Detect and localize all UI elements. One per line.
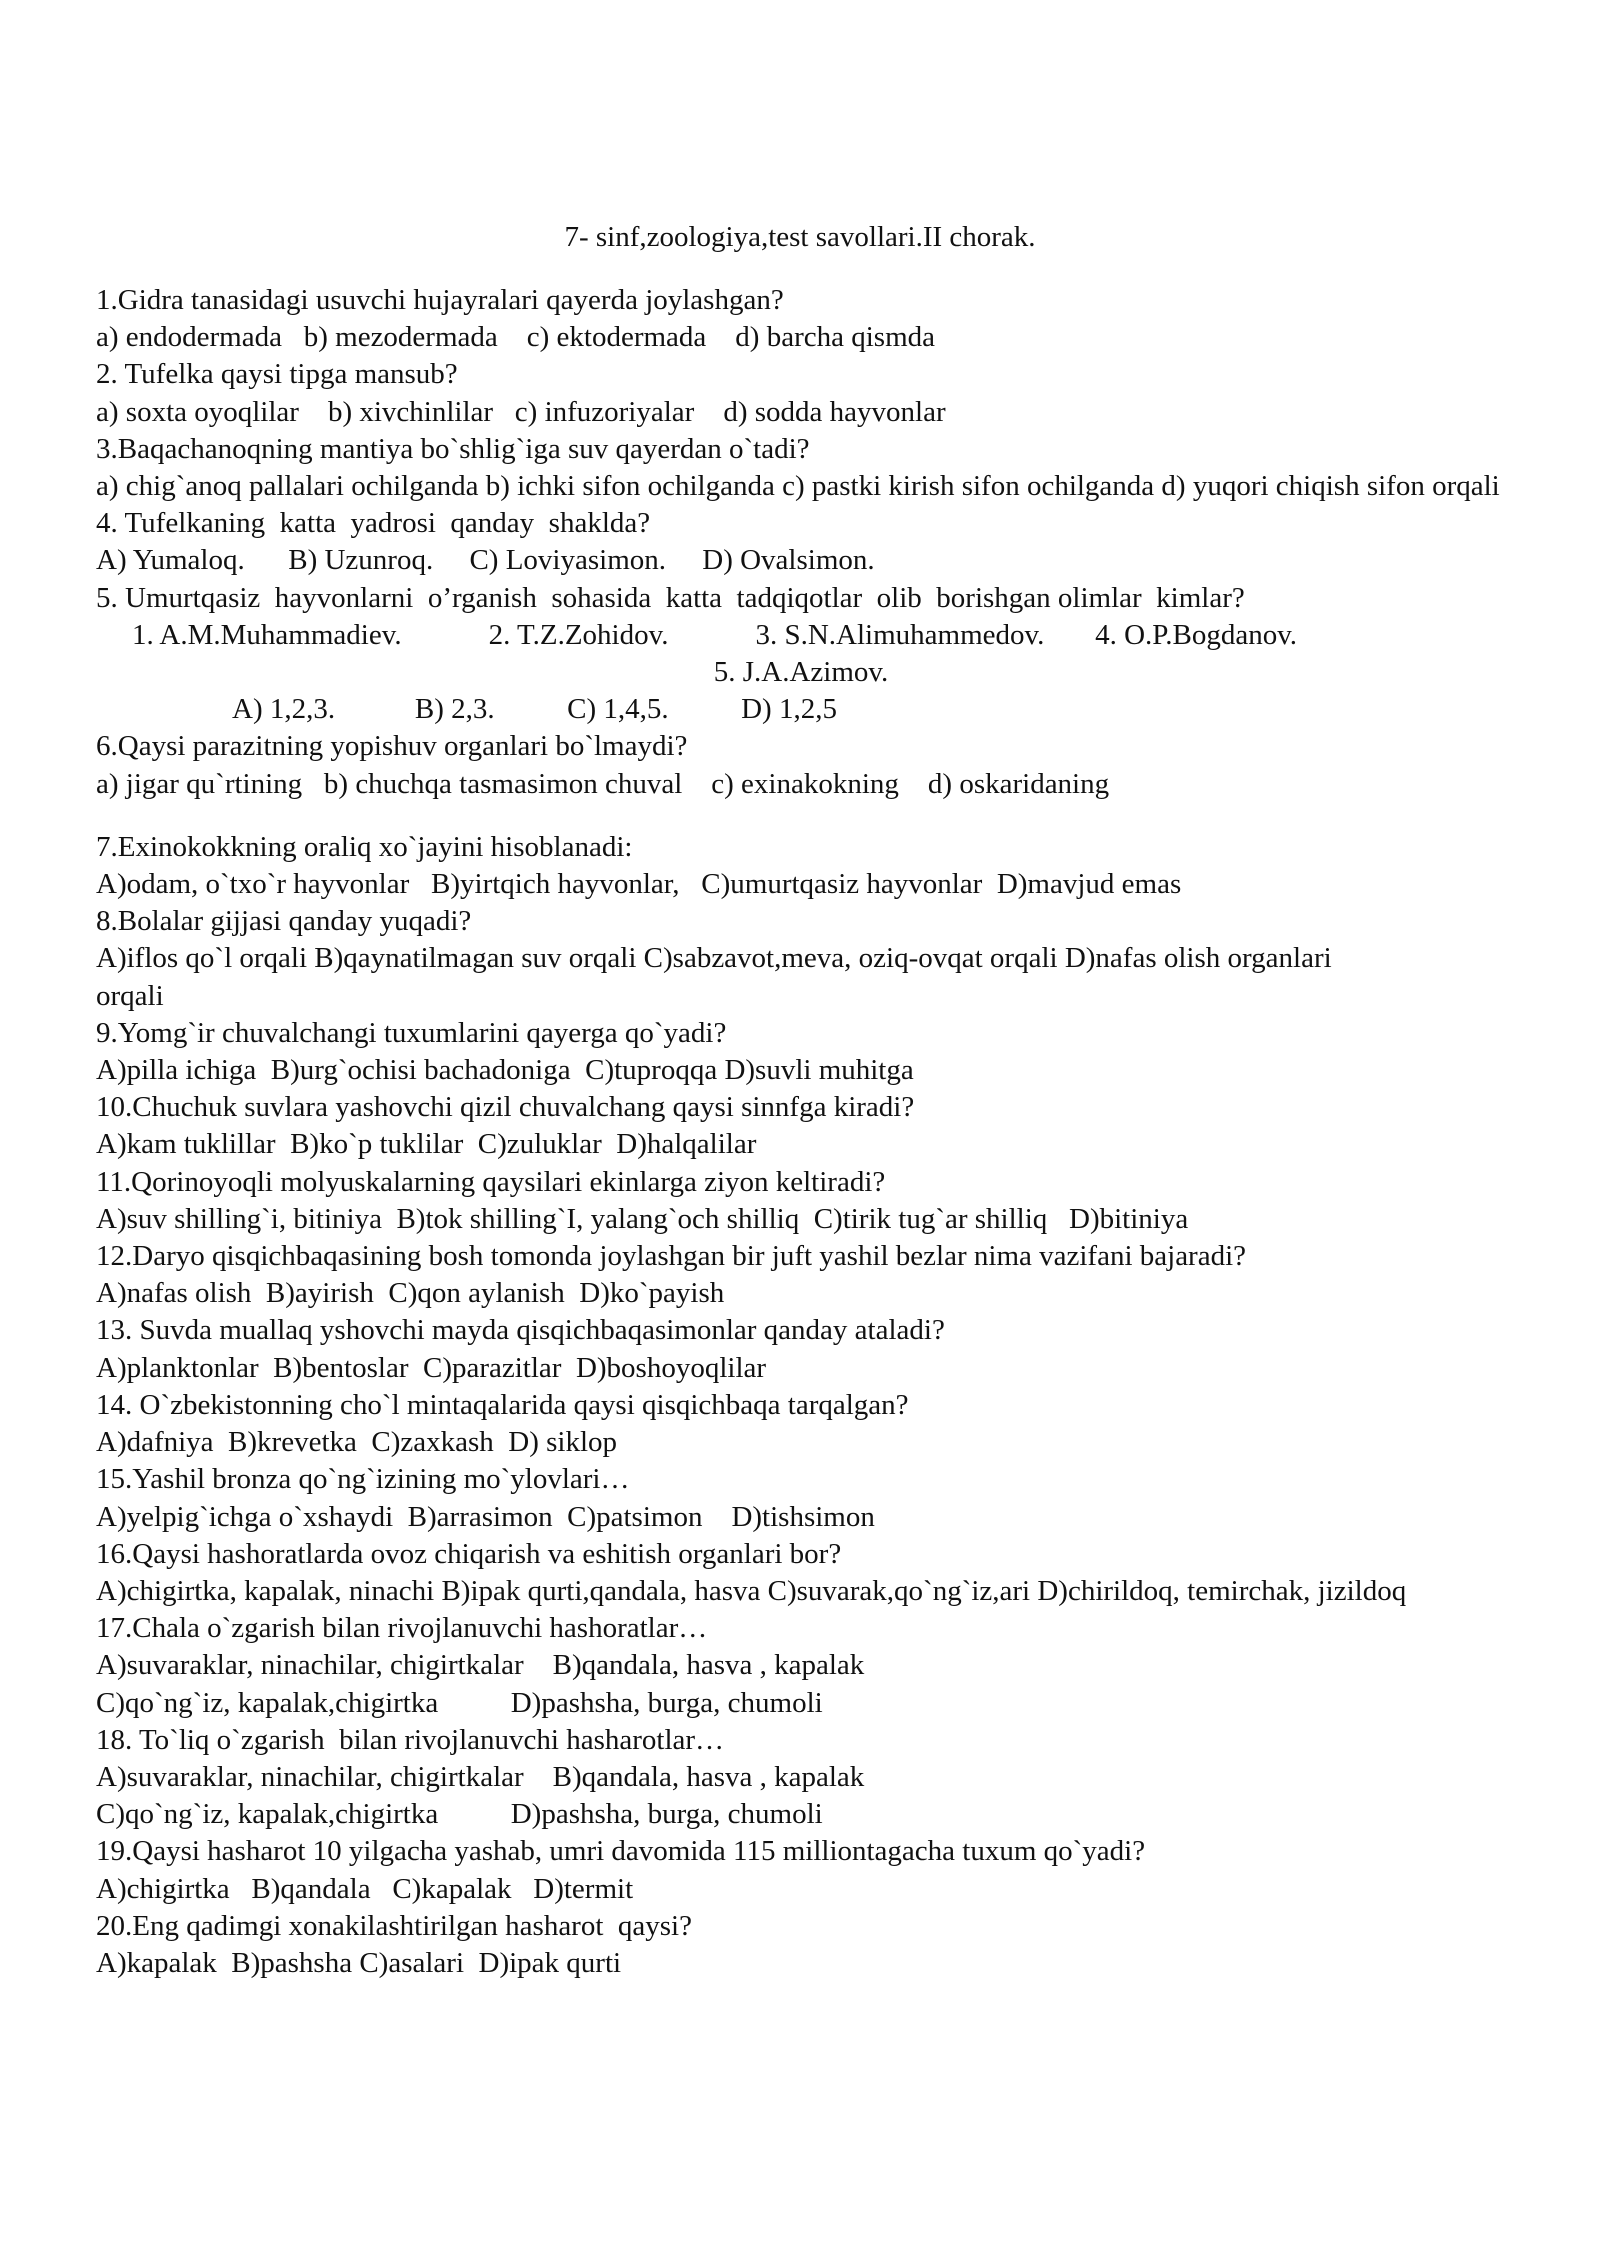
question-20: 20.Eng qadimgi xonakilashtirilgan hasharot qaysi? xyxy=(96,1909,692,1942)
question-17-options-2: C)qo`ng`iz, kapalak,chigirtka D)pashsha, burga, chumoli xyxy=(96,1686,823,1719)
question-16-options: A)chigirtka, kapalak, ninachi B)ipak qurti,qandala, hasva C)suvarak,qo`ng`iz,ari D)chirildoq, temirchak, jizildoq xyxy=(96,1574,1407,1607)
question-4: 4. Tufelkaning katta yadrosi qanday shaklda? xyxy=(96,507,651,540)
question-17: 17.Chala o`zgarish bilan rivojlanuvchi hashoratlar… xyxy=(96,1612,708,1645)
question-13: 13. Suvda muallaq yshovchi mayda qisqichbaqasimonlar qanday ataladi? xyxy=(96,1314,945,1347)
question-16: 16.Qaysi hashoratlarda ovoz chiqarish va eshitish organlari bor? xyxy=(96,1537,842,1570)
question-12: 12.Daryo qisqichbaqasining bosh tomonda joylashgan bir juft yashil bezlar nima vazifani bajaradi? xyxy=(96,1240,1247,1273)
question-15: 15.Yashil bronza qo`ng`izining mo`ylovlari… xyxy=(96,1463,630,1496)
question-4-options: A) Yumaloq. B) Uzunroq. C) Loviyasimon. D) Ovalsimon. xyxy=(96,544,875,577)
question-7-options: A)odam, o`txo`r hayvonlar B)yirtqich hayvonlar, C)umurtqasiz hayvonlar D)mavjud emas xyxy=(96,868,1182,901)
question-3: 3.Baqachanoqning mantiya bo`shlig`iga suv qayerdan o`tadi? xyxy=(96,432,810,465)
question-20-options: A)kapalak B)pashsha C)asalari D)ipak qurti xyxy=(96,1946,622,1979)
question-5-names: 1. A.M.Muhammadiev. 2. T.Z.Zohidov. 3. S.N.Alimuhammedov. 4. O.P.Bogdanov. xyxy=(132,618,1298,651)
question-8: 8.Bolalar gijjasi qanday yuqadi? xyxy=(96,905,472,938)
question-12-options: A)nafas olish B)ayirish C)qon aylanish D)ko`payish xyxy=(96,1277,725,1310)
question-14-options: A)dafniya B)krevetka C)zaxkash D) siklop xyxy=(96,1426,618,1459)
question-18-options-2: C)qo`ng`iz, kapalak,chigirtka D)pashsha, burga, chumoli xyxy=(96,1798,823,1831)
question-6-options: a) jigar qu`rtining b) chuchqa tasmasimon chuval c) exinakokning d) oskaridaning xyxy=(96,767,1110,800)
question-6: 6.Qaysi parazitning yopishuv organlari bo`lmaydi? xyxy=(96,730,688,763)
question-3-options: a) chig`anoq pallalari ochilganda b) ichki sifon ochilganda c) pastki kirish sifon ochilganda d) yuqori chiqish sifon orqali xyxy=(96,470,1500,503)
question-18-options-1: A)suvaraklar, ninachilar, chigirtkalar B)qandala, hasva , kapalak xyxy=(96,1760,865,1793)
question-5-names-2: 5. J.A.Azimov. xyxy=(713,656,889,689)
question-1-options: a) endodermada b) mezodermada c) ektodermada d) barcha qismda xyxy=(96,321,936,354)
test-questions xyxy=(96,282,1506,1982)
question-7: 7.Exinokokkning oraliq xo`jayini hisoblanadi: xyxy=(96,830,633,863)
question-15-options: A)yelpig`ichga o`xshaydi B)arrasimon C)patsimon D)tishsimon xyxy=(96,1500,875,1533)
spacer xyxy=(96,803,1506,829)
question-5-options: A) 1,2,3. B) 2,3. C) 1,4,5. D) 1,2,5 xyxy=(232,693,837,726)
question-10-options: A)kam tuklillar B)ko`p tuklilar C)zuluklar D)halqalilar xyxy=(96,1128,757,1161)
question-2: 2. Tufelka qaysi tipga mansub? xyxy=(96,358,458,391)
question-14: 14. O`zbekistonning cho`l mintaqalarida qaysi qisqichbaqa tarqalgan? xyxy=(96,1388,909,1421)
question-19: 19.Qaysi hasharot 10 yilgacha yashab, umri davomida 115 milliontagacha tuxum qo`yadi? xyxy=(96,1835,1146,1868)
question-1: 1.Gidra tanasidagi usuvchi hujayralari qayerda joylashgan? xyxy=(96,284,784,316)
question-10: 10.Chuchuk suvlara yashovchi qizil chuvalchang qaysi sinnfga kiradi? xyxy=(96,1091,915,1124)
question-13-options: A)planktonlar B)bentoslar C)parazitlar D)boshoyoqlilar xyxy=(96,1351,767,1384)
question-11-options: A)suv shilling`i, bitiniya B)tok shilling`I, yalang`och shilliq C)tirik tug`ar shilliq D)bitiniya xyxy=(96,1202,1189,1235)
question-9-options: A)pilla ichiga B)urg`ochisi bachadoniga C)tuproqqa D)suvli muhitga xyxy=(96,1054,914,1087)
question-8-options: A)iflos qo`l orqali B)qaynatilmagan suv orqali C)sabzavot,meva, oziq-ovqat orqali D)nafas olish organlari orqali xyxy=(96,942,1332,1012)
question-11: 11.Qorinoyoqli molyuskalarning qaysilari ekinlarga ziyon keltiradi? xyxy=(96,1165,886,1198)
question-9: 9.Yomg`ir chuvalchangi tuxumlarini qayerga qo`yadi? xyxy=(96,1016,727,1049)
page-title: 7- sinf,zoologiya,test savollari.II chorak. xyxy=(564,221,1036,253)
question-5: 5. Umurtqasiz hayvonlarni o’rganish sohasida katta tadqiqotlar olib borishgan olimlar kimlar? xyxy=(96,581,1245,614)
question-19-options: A)chigirtka B)qandala C)kapalak D)termit xyxy=(96,1872,634,1905)
question-2-options: a) soxta oyoqlilar b) xivchinlilar c) infuzoriyalar d) sodda hayvonlar xyxy=(96,395,946,428)
question-18: 18. To`liq o`zgarish bilan rivojlanuvchi hasharotlar… xyxy=(96,1723,725,1756)
question-17-options-1: A)suvaraklar, ninachilar, chigirtkalar B)qandala, hasva , kapalak xyxy=(96,1649,865,1682)
